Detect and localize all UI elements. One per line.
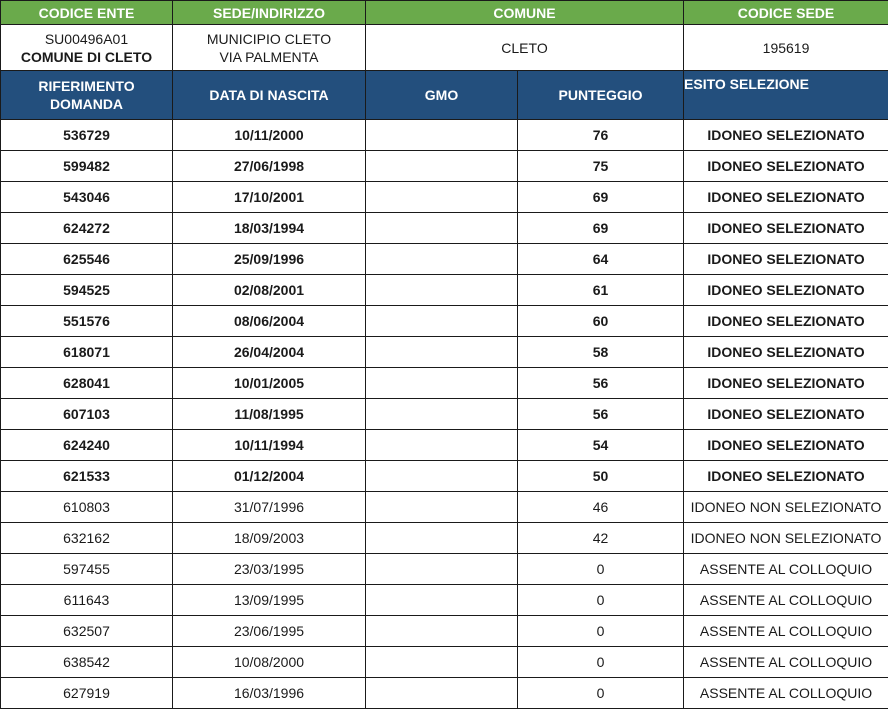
gmo-cell xyxy=(366,616,518,647)
esito-cell: ASSENTE AL COLLOQUIO xyxy=(684,585,888,616)
data-nascita-cell: 13/09/1995 xyxy=(173,585,366,616)
col-esito-selezione: ESITO SELEZIONE xyxy=(684,71,888,120)
punteggio-cell: 60 xyxy=(518,306,684,337)
esito-cell: IDONEO SELEZIONATO xyxy=(684,151,888,182)
riferimento-cell: 624272 xyxy=(1,213,173,244)
header-codice-ente: CODICE ENTE xyxy=(1,1,173,25)
data-nascita-cell: 23/06/1995 xyxy=(173,616,366,647)
punteggio-cell: 56 xyxy=(518,399,684,430)
gmo-cell xyxy=(366,461,518,492)
riferimento-cell: 632162 xyxy=(1,523,173,554)
riferimento-cell: 611643 xyxy=(1,585,173,616)
data-nascita-cell: 10/11/1994 xyxy=(173,430,366,461)
data-nascita-cell: 23/03/1995 xyxy=(173,554,366,585)
data-nascita-cell: 01/12/2004 xyxy=(173,461,366,492)
data-nascita-cell: 11/08/1995 xyxy=(173,399,366,430)
riferimento-cell: 625546 xyxy=(1,244,173,275)
punteggio-cell: 54 xyxy=(518,430,684,461)
gmo-cell xyxy=(366,430,518,461)
table-row xyxy=(1,120,888,151)
data-nascita-cell: 27/06/1998 xyxy=(173,151,366,182)
punteggio-cell: 64 xyxy=(518,244,684,275)
data-nascita-cell: 02/08/2001 xyxy=(173,275,366,306)
data-nascita-cell: 08/06/2004 xyxy=(173,306,366,337)
table-row xyxy=(1,430,888,461)
riferimento-cell: 628041 xyxy=(1,368,173,399)
punteggio-cell: 58 xyxy=(518,337,684,368)
esito-cell: IDONEO SELEZIONATO xyxy=(684,120,888,151)
riferimento-cell: 632507 xyxy=(1,616,173,647)
info-row xyxy=(1,25,888,71)
data-nascita-cell: 31/07/1996 xyxy=(173,492,366,523)
table-row xyxy=(1,647,888,678)
data-nascita-cell: 16/03/1996 xyxy=(173,678,366,709)
gmo-cell xyxy=(366,275,518,306)
table-row xyxy=(1,399,888,430)
gmo-cell xyxy=(366,492,518,523)
table-row xyxy=(1,678,888,709)
esito-cell: IDONEO SELEZIONATO xyxy=(684,213,888,244)
table-row xyxy=(1,492,888,523)
riferimento-cell: 536729 xyxy=(1,120,173,151)
table-row xyxy=(1,151,888,182)
col-data-di-nascita: DATA DI NASCITA xyxy=(173,71,366,120)
ente-code: SU00496A01 xyxy=(1,30,172,48)
info-codice-sede: 195619 xyxy=(684,25,888,71)
esito-cell: ASSENTE AL COLLOQUIO xyxy=(684,554,888,585)
gmo-cell xyxy=(366,244,518,275)
table-row xyxy=(1,554,888,585)
riferimento-cell: 618071 xyxy=(1,337,173,368)
esito-cell: IDONEO SELEZIONATO xyxy=(684,399,888,430)
top-header-row xyxy=(1,1,888,25)
punteggio-cell: 0 xyxy=(518,554,684,585)
gmo-cell xyxy=(366,368,518,399)
riferimento-cell: 597455 xyxy=(1,554,173,585)
data-nascita-cell: 26/04/2004 xyxy=(173,337,366,368)
table-row xyxy=(1,244,888,275)
gmo-cell xyxy=(366,151,518,182)
esito-cell: IDONEO SELEZIONATO xyxy=(684,275,888,306)
punteggio-cell: 76 xyxy=(518,120,684,151)
table-row xyxy=(1,182,888,213)
data-nascita-cell: 25/09/1996 xyxy=(173,244,366,275)
table-row xyxy=(1,337,888,368)
punteggio-cell: 69 xyxy=(518,213,684,244)
esito-cell: ASSENTE AL COLLOQUIO xyxy=(684,678,888,709)
header-codice-sede: CODICE SEDE xyxy=(684,1,888,25)
riferimento-cell: 627919 xyxy=(1,678,173,709)
esito-cell: IDONEO SELEZIONATO xyxy=(684,306,888,337)
header-sede-indirizzo: SEDE/INDIRIZZO xyxy=(173,1,366,25)
col-riferimento-line1: RIFERIMENTO xyxy=(1,77,172,95)
table-row xyxy=(1,461,888,492)
punteggio-cell: 56 xyxy=(518,368,684,399)
table-row xyxy=(1,275,888,306)
riferimento-cell: 594525 xyxy=(1,275,173,306)
riferimento-cell: 607103 xyxy=(1,399,173,430)
esito-cell: IDONEO SELEZIONATO xyxy=(684,461,888,492)
gmo-cell xyxy=(366,306,518,337)
data-nascita-cell: 10/01/2005 xyxy=(173,368,366,399)
riferimento-cell: 638542 xyxy=(1,647,173,678)
riferimento-cell: 610803 xyxy=(1,492,173,523)
gmo-cell xyxy=(366,182,518,213)
punteggio-cell: 0 xyxy=(518,647,684,678)
gmo-cell xyxy=(366,120,518,151)
data-nascita-cell: 10/08/2000 xyxy=(173,647,366,678)
punteggio-cell: 50 xyxy=(518,461,684,492)
table-row xyxy=(1,368,888,399)
punteggio-cell: 0 xyxy=(518,678,684,709)
gmo-cell xyxy=(366,585,518,616)
riferimento-cell: 599482 xyxy=(1,151,173,182)
data-nascita-cell: 18/03/1994 xyxy=(173,213,366,244)
table-row xyxy=(1,616,888,647)
col-riferimento-domanda xyxy=(1,71,173,120)
data-nascita-cell: 17/10/2001 xyxy=(173,182,366,213)
esito-cell: IDONEO SELEZIONATO xyxy=(684,430,888,461)
esito-cell: IDONEO SELEZIONATO xyxy=(684,368,888,399)
gmo-cell xyxy=(366,337,518,368)
table-row xyxy=(1,306,888,337)
esito-cell: ASSENTE AL COLLOQUIO xyxy=(684,616,888,647)
riferimento-cell: 543046 xyxy=(1,182,173,213)
gmo-cell xyxy=(366,399,518,430)
gmo-cell xyxy=(366,554,518,585)
ente-name: COMUNE DI CLETO xyxy=(1,48,172,66)
esito-cell: IDONEO SELEZIONATO xyxy=(684,182,888,213)
column-header-row xyxy=(1,71,888,120)
info-ente-cell xyxy=(1,25,173,71)
esito-cell: IDONEO NON SELEZIONATO xyxy=(684,492,888,523)
data-nascita-cell: 10/11/2000 xyxy=(173,120,366,151)
esito-cell: IDONEO SELEZIONATO xyxy=(684,337,888,368)
riferimento-cell: 621533 xyxy=(1,461,173,492)
sede-line2: VIA PALMENTA xyxy=(173,48,365,66)
gmo-cell xyxy=(366,523,518,554)
punteggio-cell: 69 xyxy=(518,182,684,213)
punteggio-cell: 46 xyxy=(518,492,684,523)
col-punteggio: PUNTEGGIO xyxy=(518,71,684,120)
results-body xyxy=(1,120,888,709)
col-gmo: GMO xyxy=(366,71,518,120)
gmo-cell xyxy=(366,678,518,709)
col-riferimento-line2: DOMANDA xyxy=(1,95,172,113)
info-comune: CLETO xyxy=(366,25,684,71)
table-row xyxy=(1,585,888,616)
punteggio-cell: 0 xyxy=(518,616,684,647)
gmo-cell xyxy=(366,647,518,678)
data-nascita-cell: 18/09/2003 xyxy=(173,523,366,554)
punteggio-cell: 75 xyxy=(518,151,684,182)
table-row xyxy=(1,523,888,554)
punteggio-cell: 61 xyxy=(518,275,684,306)
punteggio-cell: 42 xyxy=(518,523,684,554)
esito-cell: IDONEO SELEZIONATO xyxy=(684,244,888,275)
sede-line1: MUNICIPIO CLETO xyxy=(173,30,365,48)
riferimento-cell: 551576 xyxy=(1,306,173,337)
riferimento-cell: 624240 xyxy=(1,430,173,461)
esito-cell: IDONEO NON SELEZIONATO xyxy=(684,523,888,554)
table-row xyxy=(1,213,888,244)
punteggio-cell: 0 xyxy=(518,585,684,616)
header-comune: COMUNE xyxy=(366,1,684,25)
info-sede-cell xyxy=(173,25,366,71)
esito-cell: ASSENTE AL COLLOQUIO xyxy=(684,647,888,678)
gmo-cell xyxy=(366,213,518,244)
